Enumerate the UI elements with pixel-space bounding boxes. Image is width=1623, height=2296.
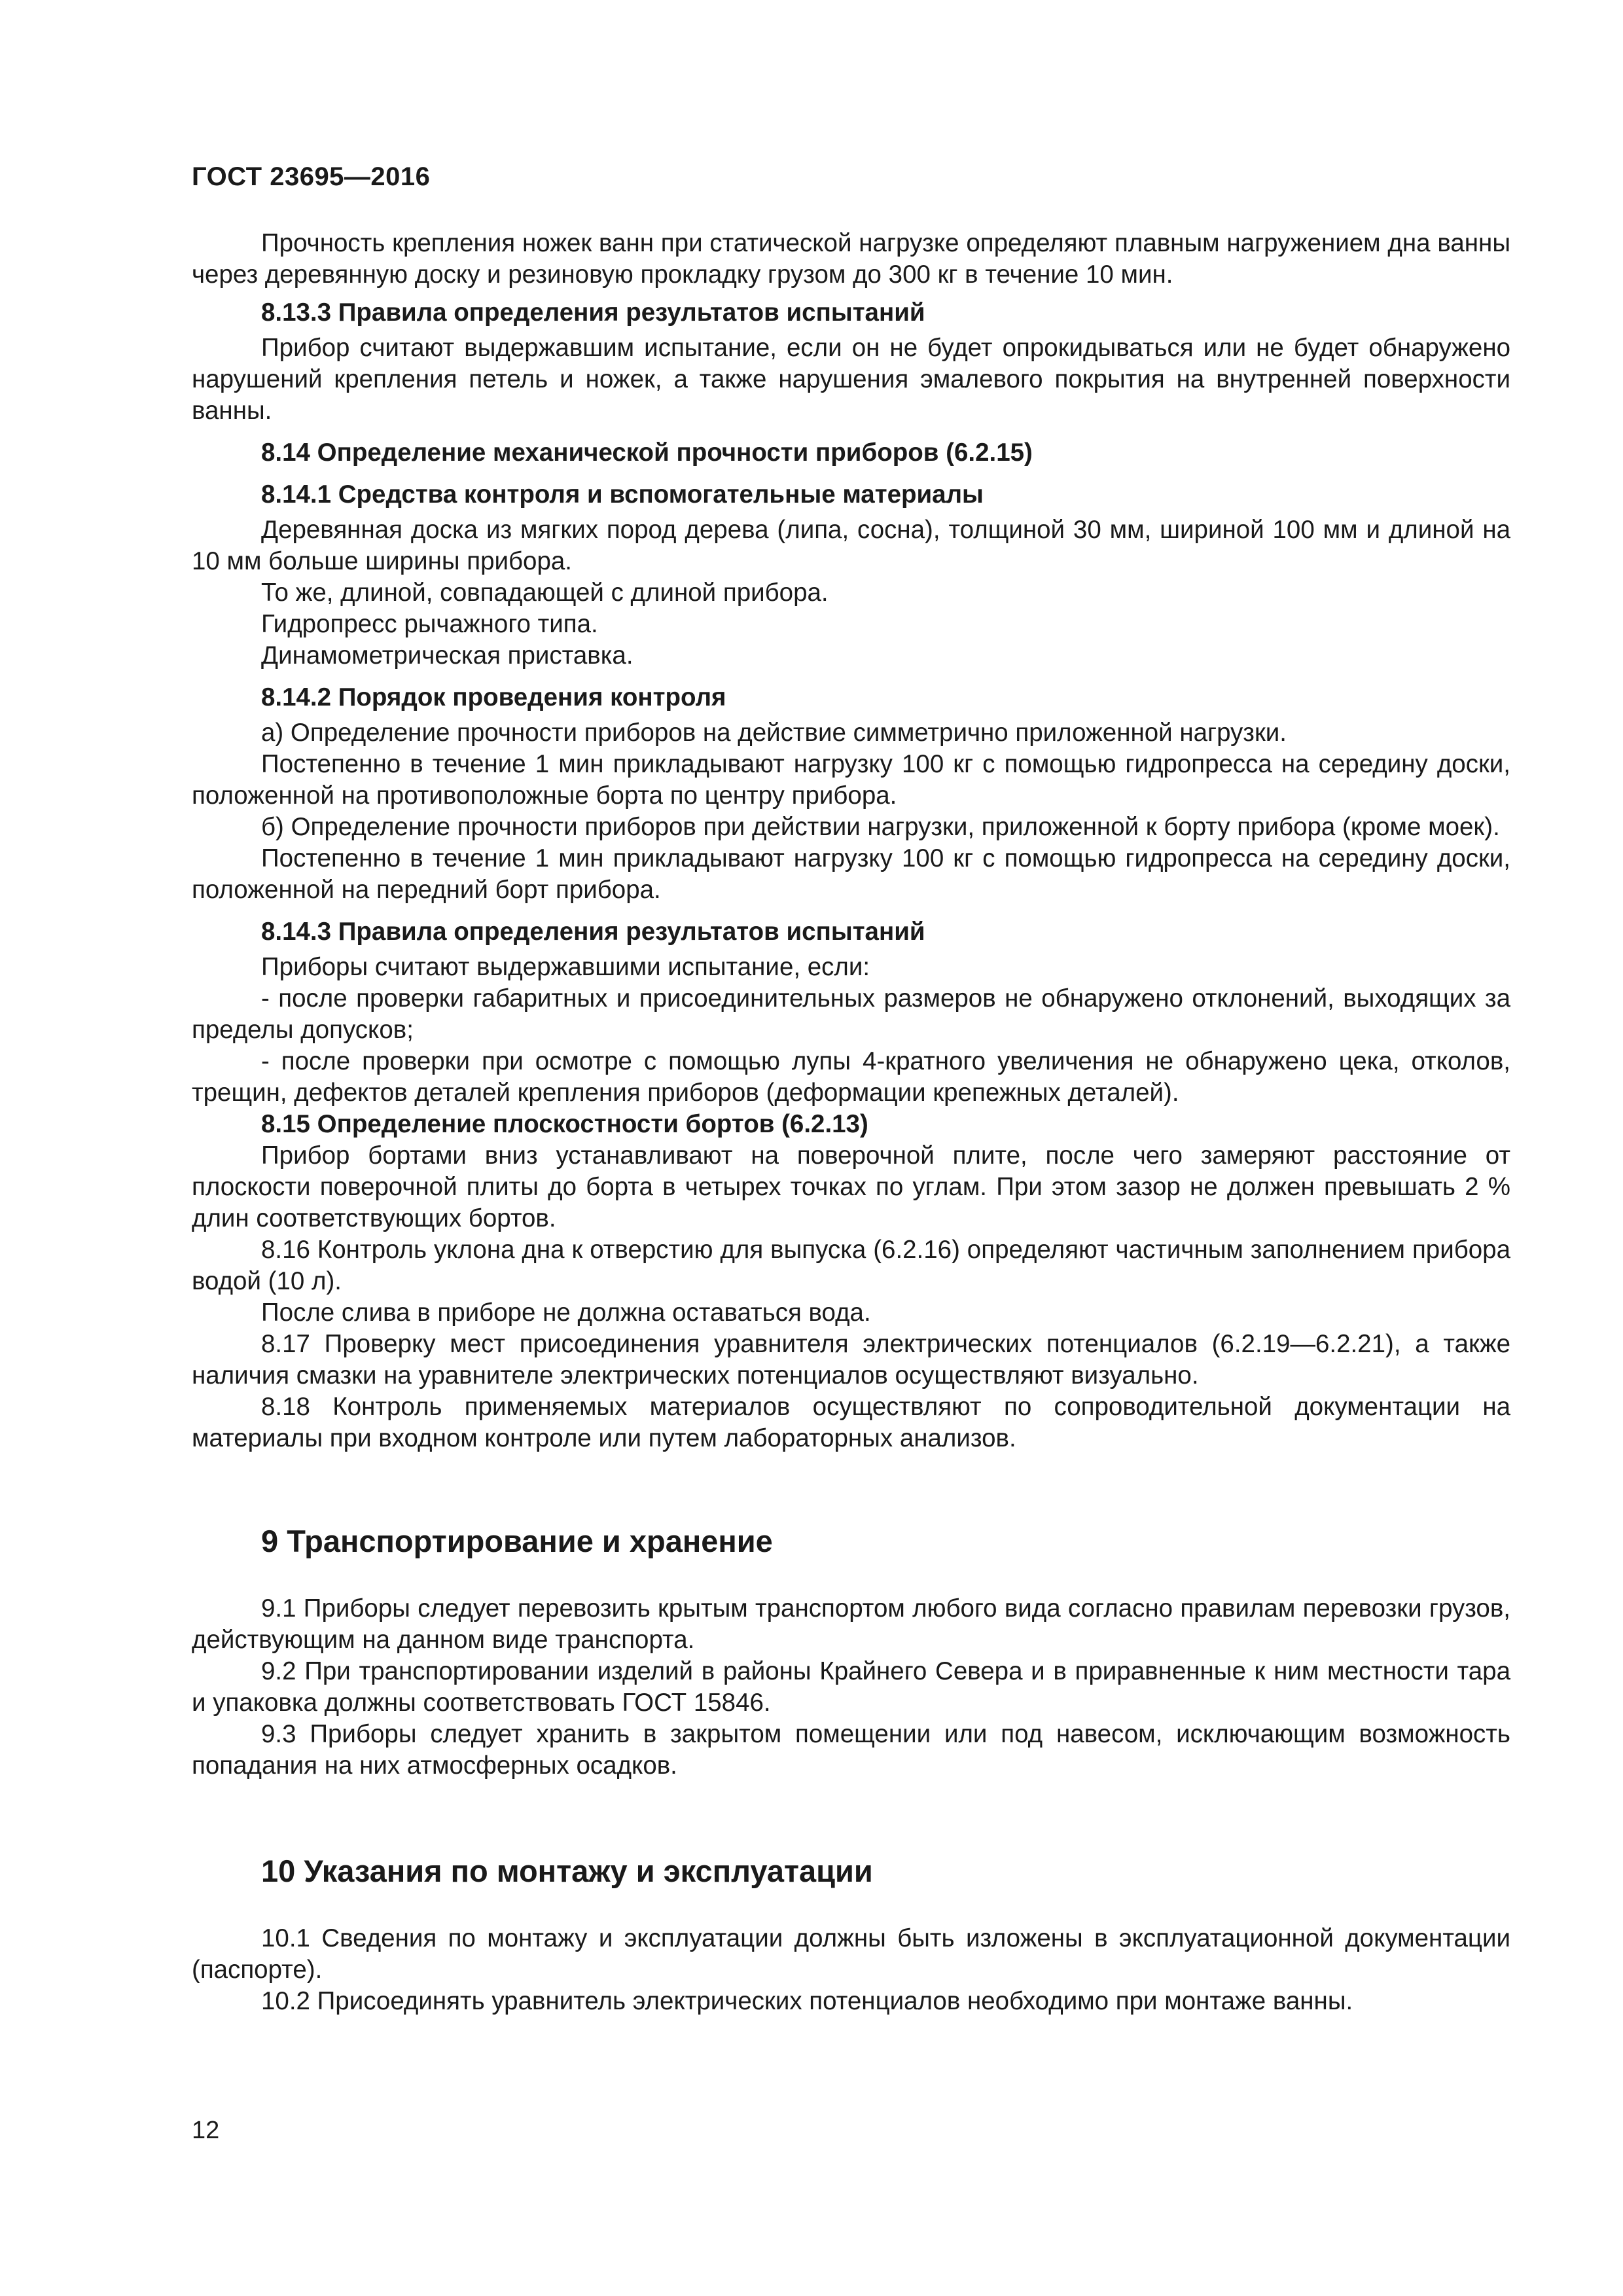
paragraph: Приборы считают выдержавшими испытание, если: (261, 953, 870, 981)
paragraph: 8.16 Контроль уклона дна к отверстию для выпуска (6.2.16) определяют частичным заполнением прибора водой (10 л). (192, 1236, 1510, 1295)
paragraph: Деревянная доска из мягких пород дерева (липа, сосна), толщиной 30 мм, шириной 100 мм и длиной на 10 мм больше ширины прибора. (192, 516, 1510, 575)
paragraph: Прочность крепления ножек ванн при статической нагрузке определяют плавным нагружением дна ванны через деревянную доску и резиновую прокладку грузом до 300 кг в течение 10 мин. (192, 229, 1510, 289)
subsection-heading: 8.15 Определение плоскостности бортов (6.2.13) (261, 1110, 868, 1138)
subsection-heading: 8.13.3 Правила определения результатов испытаний (261, 298, 925, 327)
paragraph: Динамометрическая приставка. (261, 641, 633, 670)
paragraph: 9.3 Приборы следует хранить в закрытом помещении или под навесом, исключающим возможность попадания на них атмосферных осадков. (192, 1720, 1510, 1780)
paragraph: 10.2 Присоединять уравнитель электрических потенциалов необходимо при монтаже ванны. (261, 1987, 1353, 2015)
paragraph: 10.1 Сведения по монтажу и эксплуатации должны быть изложены в эксплуатационной документации (паспорте). (192, 1924, 1510, 1984)
document-header: ГОСТ 23695—2016 (192, 162, 431, 191)
paragraph: б) Определение прочности приборов при действии нагрузки, приложенной к борту прибора (кроме моек). (261, 813, 1500, 841)
section-heading: 10 Указания по монтажу и эксплуатации (261, 1854, 873, 1888)
paragraph: а) Определение прочности приборов на действие симметрично приложенной нагрузки. (261, 719, 1287, 747)
paragraph: 9.1 Приборы следует перевозить крытым транспортом любого вида согласно правилам перевозки грузов, действующим на данном виде транспорта. (192, 1594, 1510, 1654)
paragraph: Прибор бортами вниз устанавливают на поверочной плите, после чего замеряют расстояние от плоскости поверочной плиты до борта в четырех точках по углам. При этом зазор не должен превышать 2 % длин соответствующих бортов. (192, 1141, 1510, 1232)
document-body (192, 228, 1510, 2017)
paragraph: После слива в приборе не должна оставаться вода. (261, 1299, 871, 1327)
paragraph: 8.18 Контроль применяемых материалов осуществляют по сопроводительной документации на материалы при входном контроле или путем лабораторных анализов. (192, 1393, 1510, 1452)
subsection-heading: 8.14.2 Порядок проведения контроля (261, 683, 726, 711)
subsection-heading: 8.14.1 Средства контроля и вспомогательные материалы (261, 480, 984, 509)
paragraph: 9.2 При транспортировании изделий в районы Крайнего Севера и в приравненные к ним местности тара и упаковка должны соответствовать ГОСТ 15846. (192, 1657, 1510, 1717)
paragraph: Прибор считают выдержавшим испытание, если он не будет опрокидываться или не будет обнаружено нарушений крепления петель и ножек, а также нарушения эмалевого покрытия на внутренней поверхности ванны. (192, 334, 1510, 425)
paragraph: Гидропресс рычажного типа. (261, 610, 598, 638)
subsection-heading: 8.14 Определение механической прочности приборов (6.2.15) (261, 439, 1033, 467)
section-heading: 9 Транспортирование и хранение (261, 1524, 773, 1558)
list-item: - после проверки при осмотре с помощью лупы 4-кратного увеличения не обнаружено цека, отколов, трещин, дефектов деталей крепления приборов (деформации крепежных деталей). (192, 1047, 1510, 1107)
page-number: 12 (192, 2117, 220, 2144)
list-item: - после проверки габаритных и присоединительных размеров не обнаружено отклонений, выходящих за пределы допусков; (192, 984, 1510, 1044)
paragraph: То же, длиной, совпадающей с длиной прибора. (261, 579, 829, 607)
subsection-heading: 8.14.3 Правила определения результатов испытаний (261, 918, 925, 946)
paragraph: Постепенно в течение 1 мин прикладывают нагрузку 100 кг с помощью гидропресса на середину доски, положенной на передний борт прибора. (192, 844, 1510, 904)
paragraph: 8.17 Проверку мест присоединения уравнителя электрических потенциалов (6.2.19—6.2.21), а также наличия смазки на уравнителе электрических потенциалов осуществляют визуально. (192, 1330, 1510, 1390)
paragraph: Постепенно в течение 1 мин прикладывают нагрузку 100 кг с помощью гидропресса на середину доски, положенной на противоположные борта по центру прибора. (192, 750, 1510, 810)
